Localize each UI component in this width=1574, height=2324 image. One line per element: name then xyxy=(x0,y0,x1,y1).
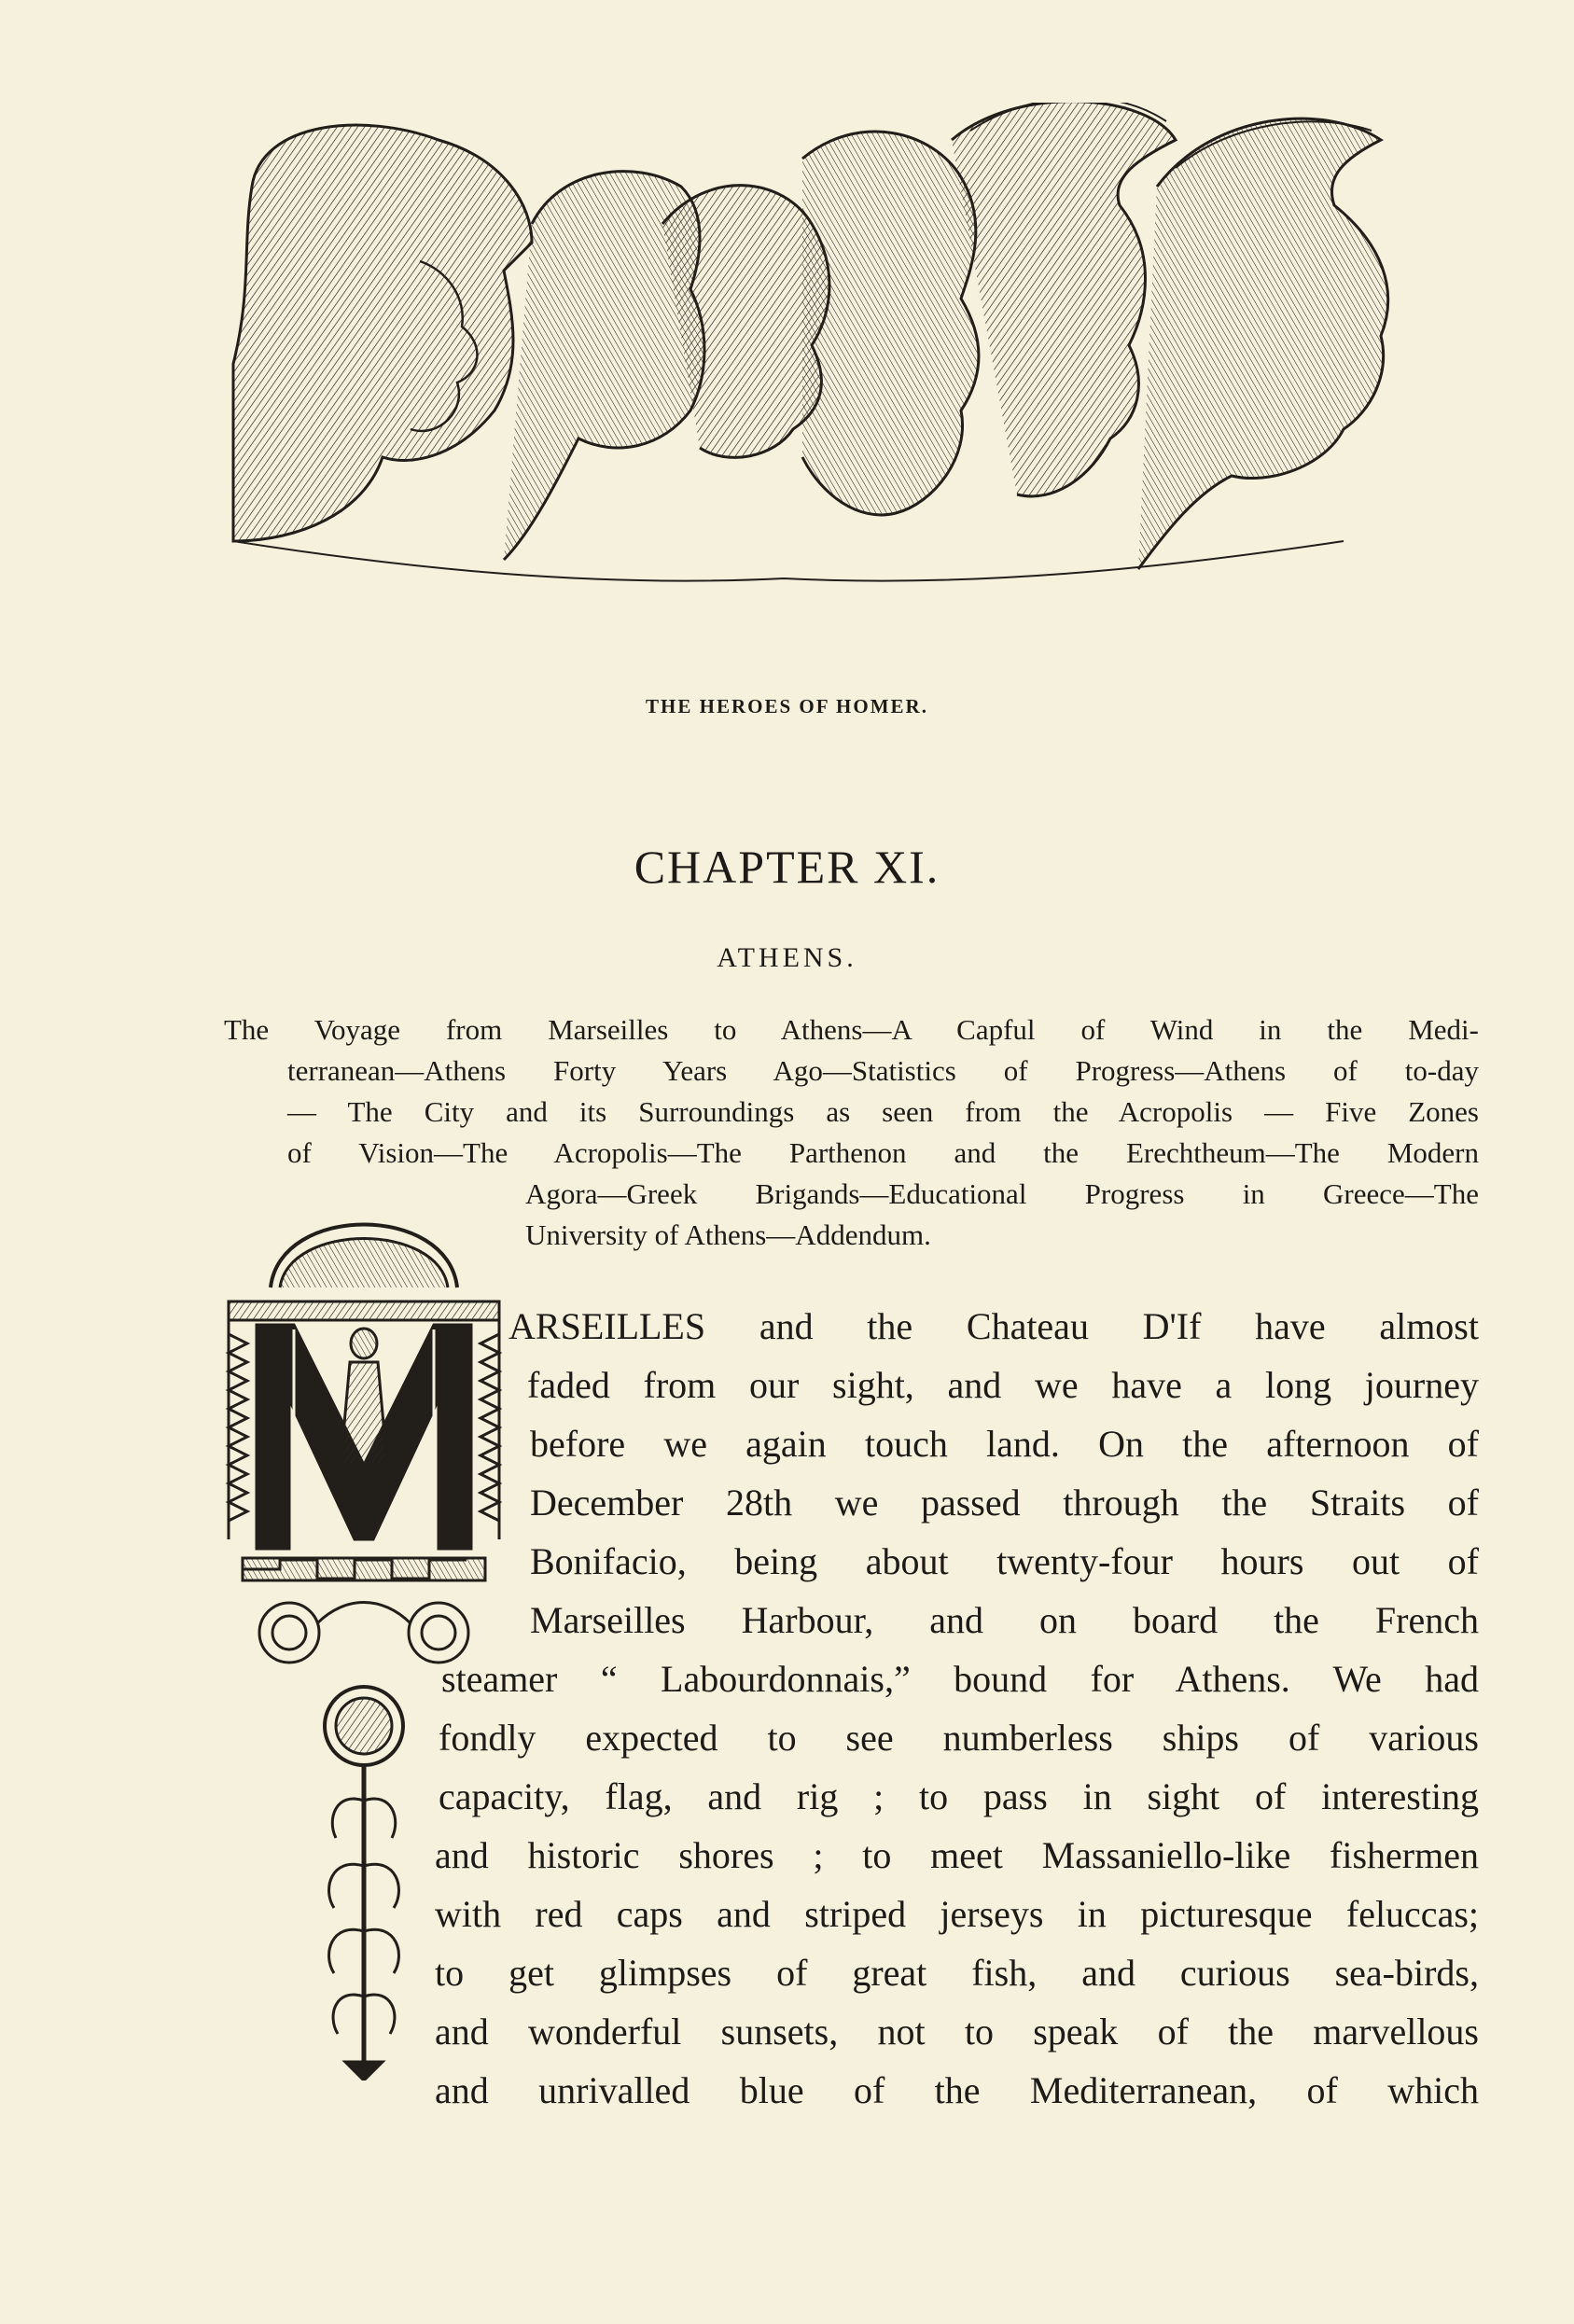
body-line: with red caps and striped jerseys in picturesque feluccas; xyxy=(435,1893,1479,1935)
heroes-engraving xyxy=(224,103,1474,700)
body-line: December 28th we passed through the Straits of xyxy=(530,1482,1479,1524)
chapter-title: CHAPTER XI. xyxy=(634,841,940,893)
chapter-subtitle: ATHENS. xyxy=(717,942,857,973)
body-line: fondly expected to see numberless ships of various xyxy=(439,1717,1479,1759)
body-line: steamer “ Labourdonnais,” bound for Athens. We had xyxy=(441,1658,1479,1700)
body-line: and wonderful sunsets, not to speak of the marvellous xyxy=(435,2011,1479,2053)
body-line: Bonifacio, being about twenty-four hours out of xyxy=(530,1540,1479,1582)
body-line: to get glimpses of great fish, and curious sea-birds, xyxy=(435,1952,1479,1994)
body-line: ARSEILLES and the Chateau D'If have almost xyxy=(508,1305,1479,1347)
synopsis-line: — The City and its Surroundings as seen from the Acropolis — Five Zones xyxy=(287,1095,1479,1128)
synopsis-line: University of Athens—Addendum. xyxy=(525,1218,931,1251)
body-line: Marseilles Harbour, and on board the French xyxy=(530,1599,1479,1641)
body-line: and historic shores ; to meet Massaniello-like fishermen xyxy=(435,1834,1479,1876)
illustration-caption: THE HEROES OF HOMER. xyxy=(646,695,928,717)
synopsis-line: of Vision—The Acropolis—The Parthenon and the Erechtheum—The Modern xyxy=(287,1136,1479,1169)
body-line: faded from our sight, and we have a long journey xyxy=(527,1364,1479,1406)
synopsis-line: Agora—Greek Brigands—Educational Progress in Greece—The xyxy=(525,1177,1479,1210)
body-line: before we again touch land. On the afternoon of xyxy=(530,1423,1479,1465)
synopsis-line: The Voyage from Marseilles to Athens—A Capful of Wind in the Medi- xyxy=(224,1013,1479,1046)
body-line: and unrivalled blue of the Mediterranean, of which xyxy=(435,2069,1479,2111)
body-line: capacity, flag, and rig ; to pass in sight of interesting xyxy=(439,1775,1479,1817)
synopsis-line: terranean—Athens Forty Years Ago—Statistics of Progress—Athens of to-day xyxy=(287,1054,1479,1087)
